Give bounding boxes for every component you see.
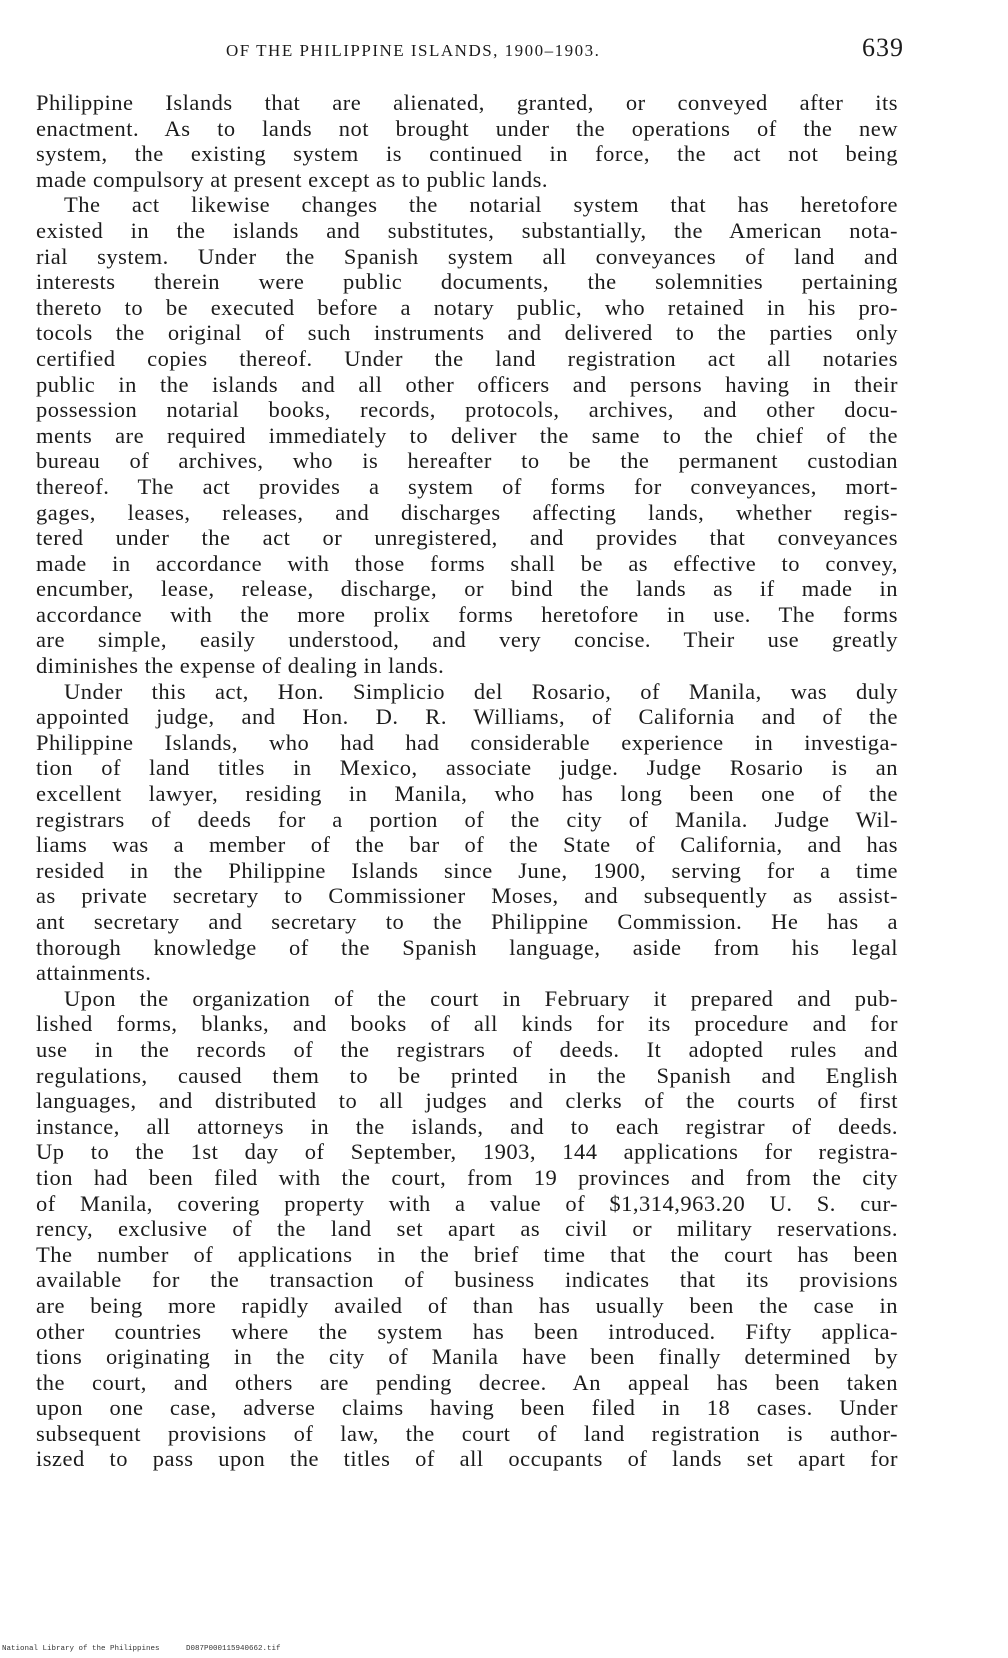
paragraph <box>36 90 898 192</box>
text-line: Under this act, Hon. Simplicio del Rosario, of Manila, was duly <box>64 678 898 704</box>
body-text <box>36 90 898 1472</box>
text-line: gages, leases, releases, and discharges affecting lands, whether regis- <box>36 499 898 525</box>
footer-library-name: National Library of the Philippines <box>2 1645 160 1653</box>
text-line: The act likewise changes the notarial system that has heretofore <box>64 192 898 218</box>
text-line: Up to the 1st day of September, 1903, 144 applications for registra- <box>36 1139 898 1165</box>
text-line: subsequent provisions of law, the court of land registration is author- <box>36 1420 898 1446</box>
text-line: enactment. As to lands not brought under the operations of the new <box>36 115 898 141</box>
text-line: possession notarial books, records, protocols, archives, and other docu- <box>36 397 898 423</box>
text-line: are simple, easily understood, and very concise. Their use greatly <box>36 627 898 653</box>
text-line: registrars of deeds for a portion of the city of Manila. Judge Wil- <box>36 806 898 832</box>
text-line: Philippine Islands, who had had considerable experience in investiga- <box>36 729 898 755</box>
text-line: rency, exclusive of the land set apart as civil or military reservations. <box>36 1216 898 1242</box>
text-line: regulations, caused them to be printed in the Spanish and English <box>36 1062 898 1088</box>
text-line: as private secretary to Commissioner Moses, and subsequently as assist- <box>36 883 898 909</box>
text-line: made in accordance with those forms shall be as effective to convey, <box>36 550 898 576</box>
text-line: other countries where the system has been introduced. Fifty applica- <box>36 1318 898 1344</box>
text-line: Upon the organization of the court in February it prepared and pub- <box>64 985 898 1011</box>
text-line: tion had been filed with the court, from 19 provinces and from the city <box>36 1164 898 1190</box>
text-line: languages, and distributed to all judges and clerks of the courts of first <box>36 1088 898 1114</box>
text-line: tion of land titles in Mexico, associate judge. Judge Rosario is an <box>36 755 898 781</box>
text-line: of Manila, covering property with a value of $1,314,963.20 U. S. cur- <box>36 1190 898 1216</box>
text-line: the court, and others are pending decree. An appeal has been taken <box>36 1369 898 1395</box>
footer-file-id: D087P000115940662.tif <box>186 1645 281 1653</box>
text-line: liams was a member of the bar of the State of California, and has <box>36 832 898 858</box>
text-line: iszed to pass upon the titles of all occupants of lands set apart for <box>36 1446 898 1472</box>
text-line: lished forms, blanks, and books of all kinds for its procedure and for <box>36 1011 898 1037</box>
paragraph <box>36 679 898 986</box>
text-line: use in the records of the registrars of deeds. It adopted rules and <box>36 1036 898 1062</box>
paragraph <box>36 986 898 1472</box>
text-line: tions originating in the city of Manila have been finally determined by <box>36 1344 898 1370</box>
text-line: encumber, lease, release, discharge, or bind the lands as if made in <box>36 576 898 602</box>
text-line: available for the transaction of business indicates that its provisions <box>36 1267 898 1293</box>
text-line: system, the existing system is continued in force, the act not being <box>36 141 898 167</box>
text-line: diminishes the expense of dealing in lands. <box>36 653 445 679</box>
text-line: The number of applications in the brief time that the court has been <box>36 1241 898 1267</box>
text-line: resided in the Philippine Islands since June, 1900, serving for a time <box>36 857 898 883</box>
text-line: tocols the original of such instruments and delivered to the parties only <box>36 320 898 346</box>
text-line: ments are required immediately to deliver the same to the chief of the <box>36 422 898 448</box>
scan-footer <box>2 1644 281 1654</box>
text-line: certified copies thereof. Under the land registration act all notaries <box>36 345 898 371</box>
text-line: are being more rapidly availed of than has usually been the case in <box>36 1292 898 1318</box>
text-line: thereto to be executed before a notary public, who retained in his pro- <box>36 294 898 320</box>
text-line: excellent lawyer, residing in Manila, who has long been one of the <box>36 781 898 807</box>
text-line: instance, all attorneys in the islands, and to each registrar of deeds. <box>36 1113 898 1139</box>
text-line: rial system. Under the Spanish system all conveyances of land and <box>36 243 898 269</box>
text-line: Philippine Islands that are alienated, granted, or conveyed after its <box>36 90 898 115</box>
page-number: 639 <box>862 33 904 62</box>
text-line: existed in the islands and substitutes, substantially, the American nota- <box>36 217 898 243</box>
text-line: made compulsory at present except as to public lands. <box>36 166 548 192</box>
paragraph <box>36 192 898 678</box>
text-line: public in the islands and all other officers and persons having in their <box>36 371 898 397</box>
text-line: attainments. <box>36 960 152 986</box>
text-line: tered under the act or unregistered, and provides that conveyances <box>36 525 898 551</box>
text-line: upon one case, adverse claims having been filed in 18 cases. Under <box>36 1395 898 1421</box>
text-line: accordance with the more prolix forms heretofore in use. The forms <box>36 601 898 627</box>
text-line: bureau of archives, who is hereafter to be the permanent custodian <box>36 448 898 474</box>
text-line: thorough knowledge of the Spanish language, aside from his legal <box>36 934 898 960</box>
text-line: interests therein were public documents, the solemnities pertaining <box>36 269 898 295</box>
running-title: OF THE PHILIPPINE ISLANDS, 1900–1903. <box>226 41 601 60</box>
text-line: ant secretary and secretary to the Philippine Commission. He has a <box>36 909 898 934</box>
text-line: appointed judge, and Hon. D. R. Williams, of California and of the <box>36 704 898 730</box>
text-line: thereof. The act provides a system of forms for conveyances, mort- <box>36 473 898 499</box>
